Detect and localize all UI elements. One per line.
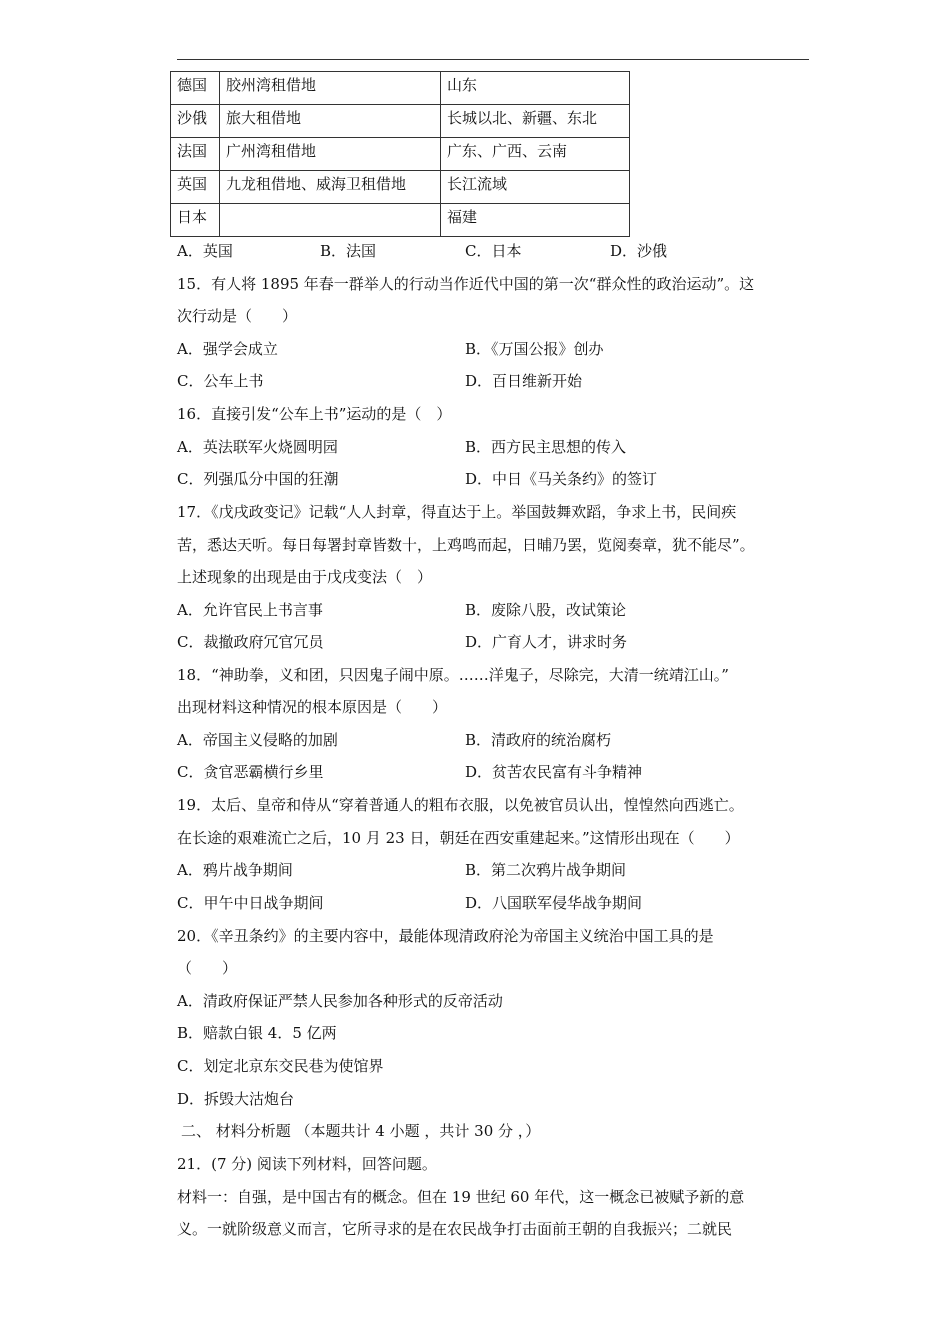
q17-option-a: A．允许官民上书言事 (177, 601, 323, 619)
table-cell: 英国 (171, 171, 220, 204)
table-cell: 山东 (441, 72, 630, 105)
table-cell: 胶州湾租借地 (220, 72, 441, 105)
table-cell: 沙俄 (171, 105, 220, 138)
q20-stem-line2: （ ） (177, 959, 238, 977)
table-cell: 长城以北、新疆、东北 (441, 105, 630, 138)
q18-option-a: A．帝国主义侵略的加剧 (177, 731, 338, 749)
q21-stem-line1: 21．(7 分) 阅读下列材料，回答问题。 (177, 1155, 437, 1173)
table-cell: 广东、广西、云南 (441, 138, 630, 171)
table-cell: 福建 (441, 204, 630, 237)
q19-option-a: A．鸦片战争期间 (177, 861, 293, 879)
q14-option-a: A．英国 (177, 242, 233, 260)
q21-material1-line1: 材料一：自强，是中国古有的概念。但在 19 世纪 60 年代，这一概念已被赋予新的意 (177, 1188, 745, 1206)
q19-stem-line1: 19．太后、皇帝和侍从“穿着普通人的粗布衣服，以免被官员认出，惶惶然向西逃亡。 (177, 796, 744, 814)
q15-option-c: C．公车上书 (177, 372, 264, 390)
q18-option-b: B．清政府的统治腐朽 (465, 731, 612, 749)
q15-option-b: B．《万国公报》创办 (465, 340, 604, 358)
q19-option-b: B．第二次鸦片战争期间 (465, 861, 627, 879)
q19-option-c: C．甲午中日战争期间 (177, 894, 324, 912)
q16-option-d: D．中日《马关条约》的签订 (465, 470, 658, 488)
q15-stem-line1: 15．有人将 1895 年春一群举人的行动当作近代中国的第一次“群众性的政治运动”。这 (177, 275, 755, 293)
table-cell: 广州湾租借地 (220, 138, 441, 171)
q17-stem-line1: 17．《戊戌政变记》记载“人人封章，得直达于上。举国鼓舞欢蹈，争求上书，民间疾 (177, 503, 737, 521)
q19-option-d: D．八国联军侵华战争期间 (465, 894, 643, 912)
q17-stem-line3: 上述现象的出现是由于戊戌变法（ ） (177, 568, 433, 586)
table-cell: 日本 (171, 204, 220, 237)
q15-option-a: A．强学会成立 (177, 340, 278, 358)
table-row (171, 105, 630, 138)
q18-stem-line2: 出现材料这种情况的根本原因是（ ） (177, 698, 448, 716)
table-cell: 九龙租借地、威海卫租借地 (220, 171, 441, 204)
q20-option-d: D．拆毁大沽炮台 (177, 1090, 295, 1108)
q18-stem-line1: 18．“神助拳，义和团，只因鬼子闹中原。……洋鬼子，尽除完，大清一统靖江山。” (177, 666, 729, 684)
table-row (171, 171, 630, 204)
table-row (171, 72, 630, 105)
q20-stem-line1: 20．《辛丑条约》的主要内容中，最能体现清政府沦为帝国主义统治中国工具的是 (177, 927, 714, 945)
q14-option-d: D．沙俄 (610, 242, 668, 260)
table-cell: 德国 (171, 72, 220, 105)
q21-material1-line2: 义。一就阶级意义而言，它所寻求的是在农民战争打击面前王朝的自我振兴；二就民 (177, 1220, 733, 1238)
section2-heading: 二、 材料分析题 （本题共计 4 小题 ，共计 30 分 ，） (181, 1122, 541, 1140)
table-cell: 法国 (171, 138, 220, 171)
header-rule (177, 59, 809, 60)
table-cell: 长江流域 (441, 171, 630, 204)
q17-stem-line2: 苦，悉达天听。每日每署封章皆数十，上鸡鸣而起，日晡乃罢，览阅奏章，犹不能尽”。 (177, 536, 755, 554)
q16-option-a: A．英法联军火烧圆明园 (177, 438, 338, 456)
q19-stem-line2: 在长途的艰难流亡之后，10 月 23 日，朝廷在西安重建起来。”这情形出现在（ ） (177, 829, 740, 847)
spheres-of-influence-table (170, 71, 630, 237)
table-cell (220, 204, 441, 237)
q17-option-b: B．废除八股，改试策论 (465, 601, 627, 619)
q16-option-b: B．西方民主思想的传入 (465, 438, 627, 456)
q15-option-d: D．百日维新开始 (465, 372, 583, 390)
q17-option-c: C．裁撤政府冗官冗员 (177, 633, 324, 651)
table-row (171, 138, 630, 171)
q14-option-c: C．日本 (465, 242, 522, 260)
q20-option-b: B．赔款白银 4．5 亿两 (177, 1024, 337, 1042)
q14-option-b: B．法国 (320, 242, 377, 260)
q16-option-c: C．列强瓜分中国的狂潮 (177, 470, 339, 488)
q18-option-c: C．贪官恶霸横行乡里 (177, 763, 324, 781)
table-row (171, 204, 630, 237)
q15-stem-line2: 次行动是（ ） (177, 307, 298, 325)
q18-option-d: D．贫苦农民富有斗争精神 (465, 763, 643, 781)
q17-option-d: D．广育人才，讲求时务 (465, 633, 628, 651)
q20-option-a: A．清政府保证严禁人民参加各种形式的反帝活动 (177, 992, 503, 1010)
q20-option-c: C．划定北京东交民巷为使馆界 (177, 1057, 384, 1075)
table-cell: 旅大租借地 (220, 105, 441, 138)
q16-stem-line1: 16．直接引发“公车上书”运动的是（ ） (177, 405, 452, 423)
